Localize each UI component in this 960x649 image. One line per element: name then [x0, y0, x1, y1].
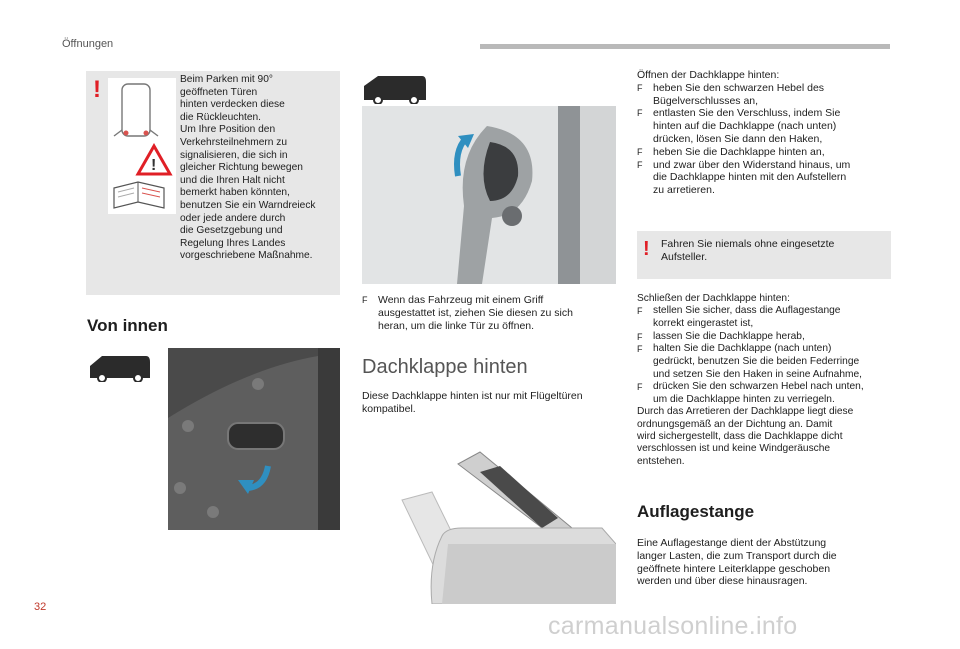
auflagestange-text: Eine Auflagestange dient der Abstützung langer Lasten, die zum Transport durch die geöffnete hintere Leiterklappe geschoben werden und über diese hinausragen. [637, 537, 837, 588]
door-interior-handle-illustration [168, 348, 340, 530]
schliessen-instructions: Schließen der Dachklappe hinten: F stellen Sie sicher, dass die Auflagestange korrekt eingerastet ist, F lassen Sie die Dachklappe herab, F halten Sie die Dachklappe (nach unten) gedrückt, benutzen Sie die beiden Federringe und setzen Sie den Haken in seine Aufnahme, F drücken Sie den schwarzen Hebel nach unten, um die Dachklappe hinten zu verriegeln. Durch das Arretieren der Dachklappe liegt diese ordnungsgemäß an der Dichtung an. Damit wird sichergestellt, dass die Dachklappe dicht verschlossen ist und keine Windgeräusche entstehen. [637, 293, 864, 467]
von-innen-title: Von innen [87, 316, 168, 335]
page-number: 32 [34, 601, 47, 613]
van-silhouette-icon-2 [362, 72, 428, 104]
dachklappe-title: Dachklappe hinten [362, 356, 528, 378]
header-bar [480, 44, 890, 49]
roof-flap-open-illustration [362, 444, 616, 604]
note-text: Fahren Sie niemals ohne eingesetzte Aufsteller. [661, 238, 835, 263]
parked-car-warning-illustration [108, 78, 176, 214]
svg-text:!: ! [151, 157, 157, 174]
van-silhouette-icon [88, 352, 152, 382]
griff-instruction: F Wenn das Fahrzeug mit einem Griff ausgestattet ist, ziehen Sie diesen zu sich heran, um die linke Tür zu öffnen. [362, 294, 573, 332]
oeffnen-instructions: Öffnen der Dachklappe hinten: F heben Sie den schwarzen Hebel des Bügelverschlusses an, F entlasten Sie den Verschluss, indem Sie hinten auf die Dachklappe (nach unten) drücken, lösen Sie dann den Haken, F heben Sie die Dachklappe hinten an, F und zwar über den Widerstand hinaus, um die Dachklappe hinten mit den Aufstellern zu arretieren. [637, 69, 851, 197]
rear-door-lever-illustration [362, 106, 616, 284]
auflagestange-title: Auflagestange [637, 502, 755, 521]
dachklappe-intro: Diese Dachklappe hinten ist nur mit Flügeltüren kompatibel. [362, 390, 583, 415]
warning-text: Beim Parken mit 90° geöffneten Türen hinten verdecken diese die Rückleuchten. Um Ihre Position den Verkehrsteilnehmern zu signalisieren, die sich in gleicher Richtung bewegen und die Ihren Halt nicht bemerkt haben könnten, benutzen Sie ein Warndreieck oder jede andere durch die Gesetzgebung und Regelung Ihres Landes vorgeschriebene Maßnahme. [180, 74, 316, 262]
section-header: Öffnungen [62, 38, 114, 50]
warning-exclamation-icon: ! [93, 76, 101, 103]
watermark: carmanualsonline.info [548, 612, 798, 640]
note-exclamation-icon: ! [643, 238, 650, 260]
